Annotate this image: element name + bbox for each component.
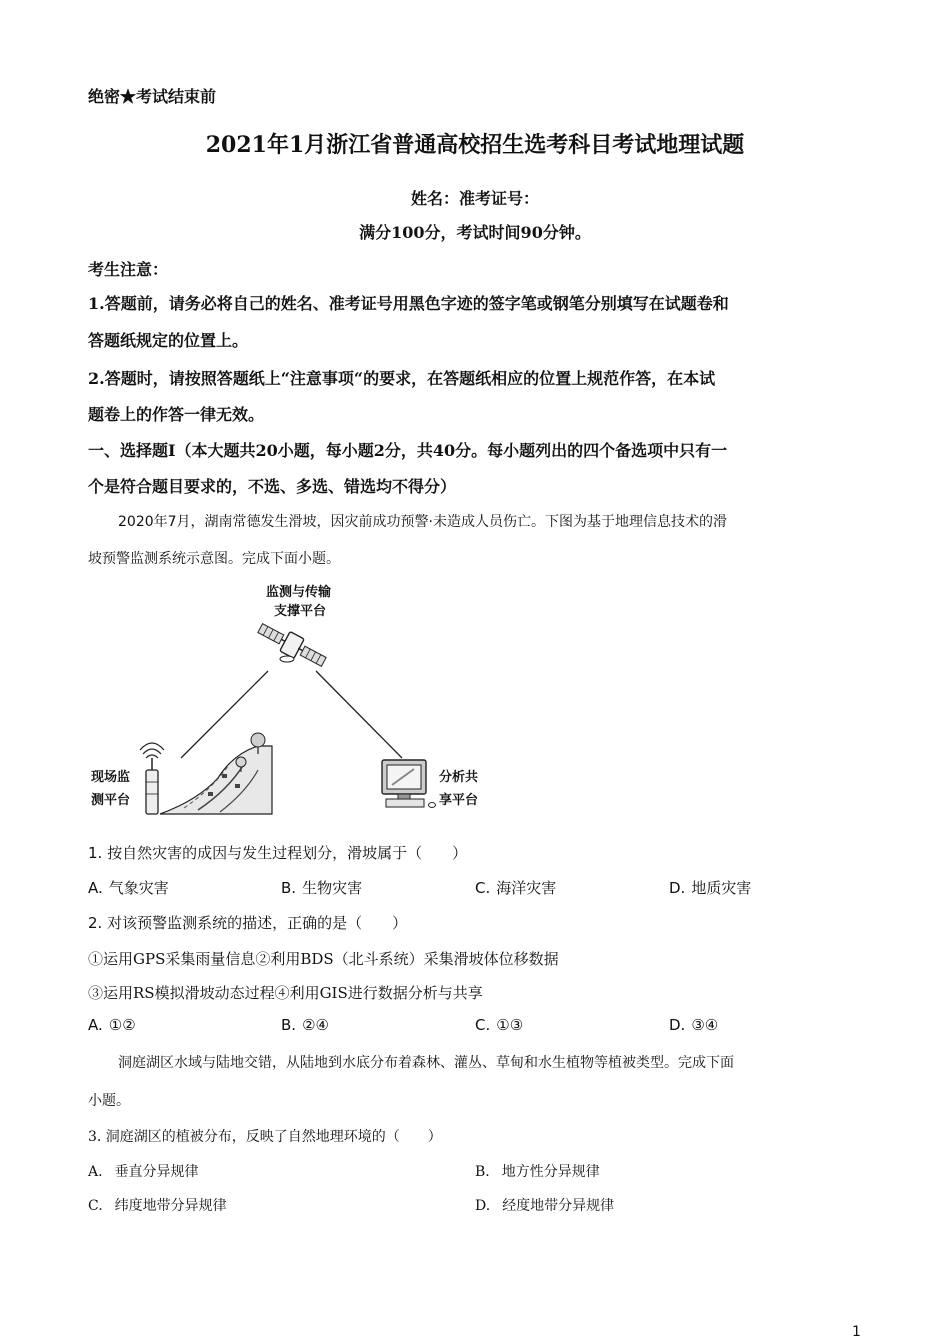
question-1-option-d[interactable]: D. 地质灾害: [669, 879, 752, 897]
site-label-line-1: 现场监: [91, 770, 131, 785]
notice-item-2-line-1: 2.答题时，请按照答题纸上“注意事项“的要求，在答题纸相应的位置上规范作答，在本试: [88, 369, 716, 388]
question-3-stem: 3. 洞庭湖区的植被分布，反映了自然地理环境的（ ）: [88, 1129, 442, 1145]
question-2-option-c[interactable]: C. ①③: [475, 1016, 524, 1034]
computer-icon: [382, 760, 436, 808]
question-2-option-d[interactable]: D. ③④: [669, 1016, 719, 1034]
share-label-line-1: 分析共: [439, 770, 479, 785]
page-title: 2021年1月浙江省普通高校招生选考科目考试地理试题: [205, 132, 745, 158]
passage-2-line-1: 洞庭湖区水域与陆地交错，从陆地到水底分布着森林、灌丛、草甸和水生植物等植被类型。完成下面: [118, 1055, 734, 1071]
name-id-line: 姓名：准考证号：: [410, 189, 539, 208]
question-2-statement-1: ①运用GPS采集雨量信息②利用BDS（北斗系统）采集滑坡体位移数据: [88, 950, 559, 968]
hillside-landslide-icon: [160, 733, 272, 814]
question-3-option-d[interactable]: D. 经度地带分异规律: [475, 1198, 615, 1214]
passage-1-line-2: 坡预警监测系统示意图。完成下面小题。: [88, 551, 340, 567]
passage-2-line-2: 小题。: [88, 1093, 130, 1109]
question-3-option-a[interactable]: A. 垂直分异规律: [88, 1164, 199, 1180]
question-1-option-b[interactable]: B. 生物灾害: [281, 879, 363, 897]
confidential-mark: 绝密★考试结束前: [88, 87, 217, 106]
share-label-line-2: 享平台: [439, 793, 479, 808]
satellite-label-line-1: 监测与传输: [266, 585, 332, 600]
question-2-number: 2.: [88, 914, 103, 932]
monitoring-system-diagram: [88, 578, 508, 828]
question-2-option-a[interactable]: A. ①②: [88, 1016, 136, 1034]
section-1-heading-line-2: 个是符合题目要求的，不选、多选、错选均不得分）: [88, 477, 457, 496]
section-1-heading-line-1: 一、选择题Ⅰ（本大题共20小题，每小题2分，共40分。每小题列出的四个备选项中只有一: [88, 441, 728, 460]
question-1-text: 按自然灾害的成因与发生过程划分，滑坡属于（ ）: [107, 844, 468, 862]
question-3-option-b[interactable]: B. 地方性分异规律: [475, 1164, 600, 1180]
notice-item-1-line-2: 答题纸规定的位置上。: [88, 331, 249, 350]
link-line-to-share: [316, 671, 402, 758]
score-time-line: 满分100分，考试时间90分钟。: [359, 223, 591, 242]
satellite-icon: [255, 618, 329, 671]
notice-item-1-line-1: 1.答题前，请务必将自己的姓名、准考证号用黑色字迹的签字笔或钢笔分别填写在试题卷和: [88, 294, 729, 313]
question-1-option-a[interactable]: A. 气象灾害: [88, 879, 169, 897]
question-2-stem: [88, 912, 407, 933]
passage-1-line-1: 2020年7月，湖南常德发生滑坡，因灾前成功预警·未造成人员伤亡。下图为基于地理信息技术的滑: [118, 514, 727, 530]
site-label-line-2: 测平台: [91, 793, 131, 808]
question-2-text: 对该预警监测系统的描述，正确的是（ ）: [107, 914, 408, 932]
question-3-option-c[interactable]: C. 纬度地带分异规律: [88, 1198, 227, 1214]
page-number: 1: [852, 1324, 861, 1340]
question-1-stem: [88, 842, 467, 863]
question-1-option-c[interactable]: C. 海洋灾害: [475, 879, 557, 897]
question-1-number: 1.: [88, 844, 103, 862]
question-2-statement-2: ③运用RS模拟滑坡动态过程④利用GIS进行数据分析与共享: [88, 984, 483, 1002]
notice-item-2-line-2: 题卷上的作答一律无效。: [88, 405, 265, 424]
satellite-label-line-2: 支撑平台: [274, 604, 327, 619]
antenna-tower-icon: [140, 743, 164, 814]
notice-heading: 考生注意：: [88, 260, 169, 279]
question-2-option-b[interactable]: B. ②④: [281, 1016, 329, 1034]
